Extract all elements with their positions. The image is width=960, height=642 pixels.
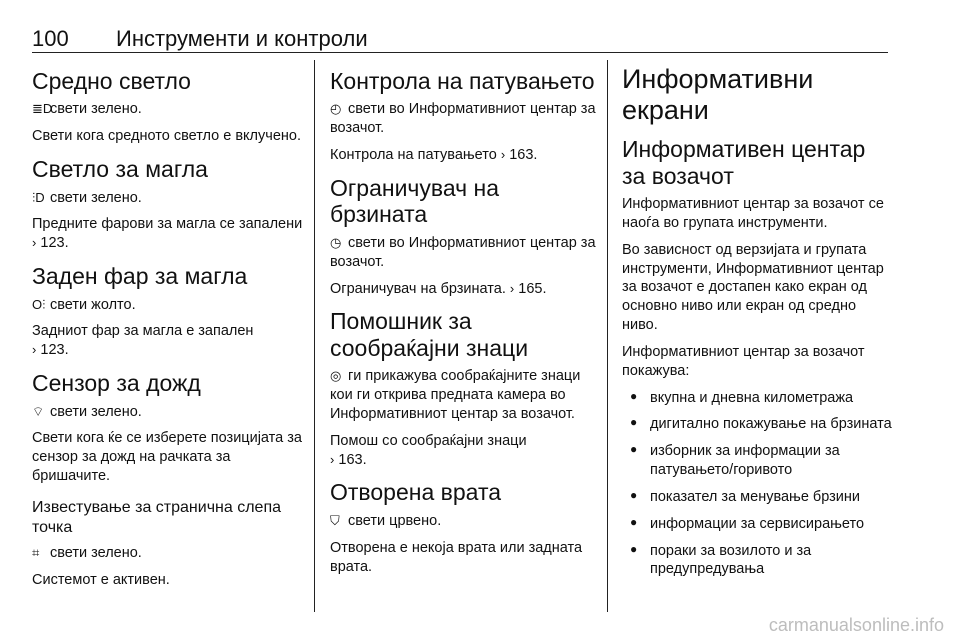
dic-para-2: Во зависност од верзијата и групата инструменти, Информативниот центар за возачот е достапен како екран од основно ниво или екран од средно ниво.	[622, 241, 884, 334]
cruise-control-desc: Контрола на патувањето › 163.	[330, 147, 538, 164]
column-divider-2	[607, 60, 608, 612]
list-item: ● пораки за возилото и за предупредувања	[622, 542, 892, 580]
header-rule	[32, 52, 888, 53]
dic-para-1: Информативниот центар за возачот се наоѓа во групата инструменти.	[622, 195, 884, 231]
reference-arrow-icon: ›	[500, 147, 506, 163]
list-item: ● показател за менување брзини	[622, 488, 892, 507]
column-3	[622, 58, 892, 587]
reference-arrow-icon: ›	[32, 342, 37, 358]
reference-arrow-icon: ›	[509, 280, 515, 296]
rear-fog-desc: Задниот фар за магла е запален › 123.	[32, 323, 254, 359]
column-1	[32, 58, 304, 598]
speed-limiter-icon: ◷	[330, 234, 342, 250]
page-number: 100	[32, 26, 69, 51]
door-open-icon: ⛉	[330, 512, 340, 528]
door-open-status: ⛉ свети црвено.	[330, 512, 442, 529]
blind-spot-desc: Системот е активен.	[32, 571, 170, 588]
section-title-speed-limiter: Ограничувач на брзината	[330, 174, 500, 228]
low-beam-icon: ≣D	[32, 101, 53, 117]
rear-fog-status: O⫶ свети жолто.	[32, 296, 136, 313]
front-fog-status: ⫶D свети зелено.	[32, 189, 142, 206]
blind-spot-status: ⌗ свети зелено.	[32, 544, 142, 561]
traffic-sign-desc: Помош со сообраќајни знаци › 163.	[330, 432, 527, 468]
section-title-rear-fog: Заден фар за магла	[32, 263, 248, 290]
speed-limiter-status: ◷ свети во Информативниот центар за возачот.	[330, 234, 596, 270]
section-title-info-displays: Информативни екрани	[622, 64, 814, 126]
blind-spot-icon: ⌗	[32, 544, 40, 560]
speed-limiter-desc: Ограничувач на брзината. › 165.	[330, 280, 547, 297]
front-fog-desc: Предните фарови за магла се запалени › 123.	[32, 216, 303, 252]
traffic-sign-icon: ◎	[330, 368, 342, 384]
list-item: ● вкупна и дневна километража	[622, 389, 892, 408]
rear-fog-icon: O⫶	[32, 296, 46, 312]
section-title-front-fog: Светло за магла	[32, 156, 208, 183]
section-title-low-beam: Средно светло	[32, 68, 191, 94]
front-fog-icon: ⫶D	[32, 189, 45, 205]
section-title-door-open: Отворена врата	[330, 479, 502, 506]
section-title-traffic-sign: Помошник за сообраќајни знаци	[330, 308, 529, 361]
chapter-title: Инструменти и контроли	[116, 26, 368, 51]
list-item: ● изборник за информации за патувањето/горивото	[622, 442, 892, 480]
column-2	[330, 58, 602, 584]
rain-sensor-desc: Свети кога ќе се изберете позицијата за сензор за дожд на рачката за бришачите.	[32, 430, 302, 485]
section-title-cruise-control: Контрола на патувањето	[330, 68, 595, 94]
reference-arrow-icon: ›	[330, 451, 335, 467]
dic-para-3: Информативниот центар за возачот покажува:	[622, 343, 865, 379]
column-divider-1	[314, 60, 315, 612]
rain-sensor-icon: ⌔	[32, 403, 45, 419]
page-header	[32, 26, 888, 54]
list-item: ● дигитално покажување на брзината	[622, 415, 892, 434]
low-beam-status: ≣Dсвети зелено.	[32, 101, 142, 118]
dic-bullet-list	[622, 389, 892, 580]
watermark: carmanualsonline.info	[768, 615, 944, 635]
rain-sensor-status: ⌔ свети зелено.	[32, 403, 142, 420]
traffic-sign-status: ◎ ги прикажува сообраќајните знаци кои ги открива предната камера во Информативниот центар за возачот.	[330, 368, 581, 422]
cruise-control-status: ◴ свети во Информативниот центар за возачот.	[330, 101, 596, 137]
section-title-blind-spot: Известување за странична слепа точка	[32, 498, 282, 536]
low-beam-desc: Свети кога средното светло е вклучено.	[32, 128, 301, 145]
subsection-title-driver-info-center: Информативен центар за возачот	[622, 136, 866, 189]
door-open-desc: Отворена е некоја врата или задната врата.	[330, 539, 583, 575]
cruise-control-icon: ◴	[330, 101, 342, 117]
list-item: ● информации за сервисирањето	[622, 515, 892, 534]
reference-arrow-icon: ›	[32, 235, 37, 251]
section-title-rain-sensor: Сензор за дожд	[32, 370, 201, 397]
